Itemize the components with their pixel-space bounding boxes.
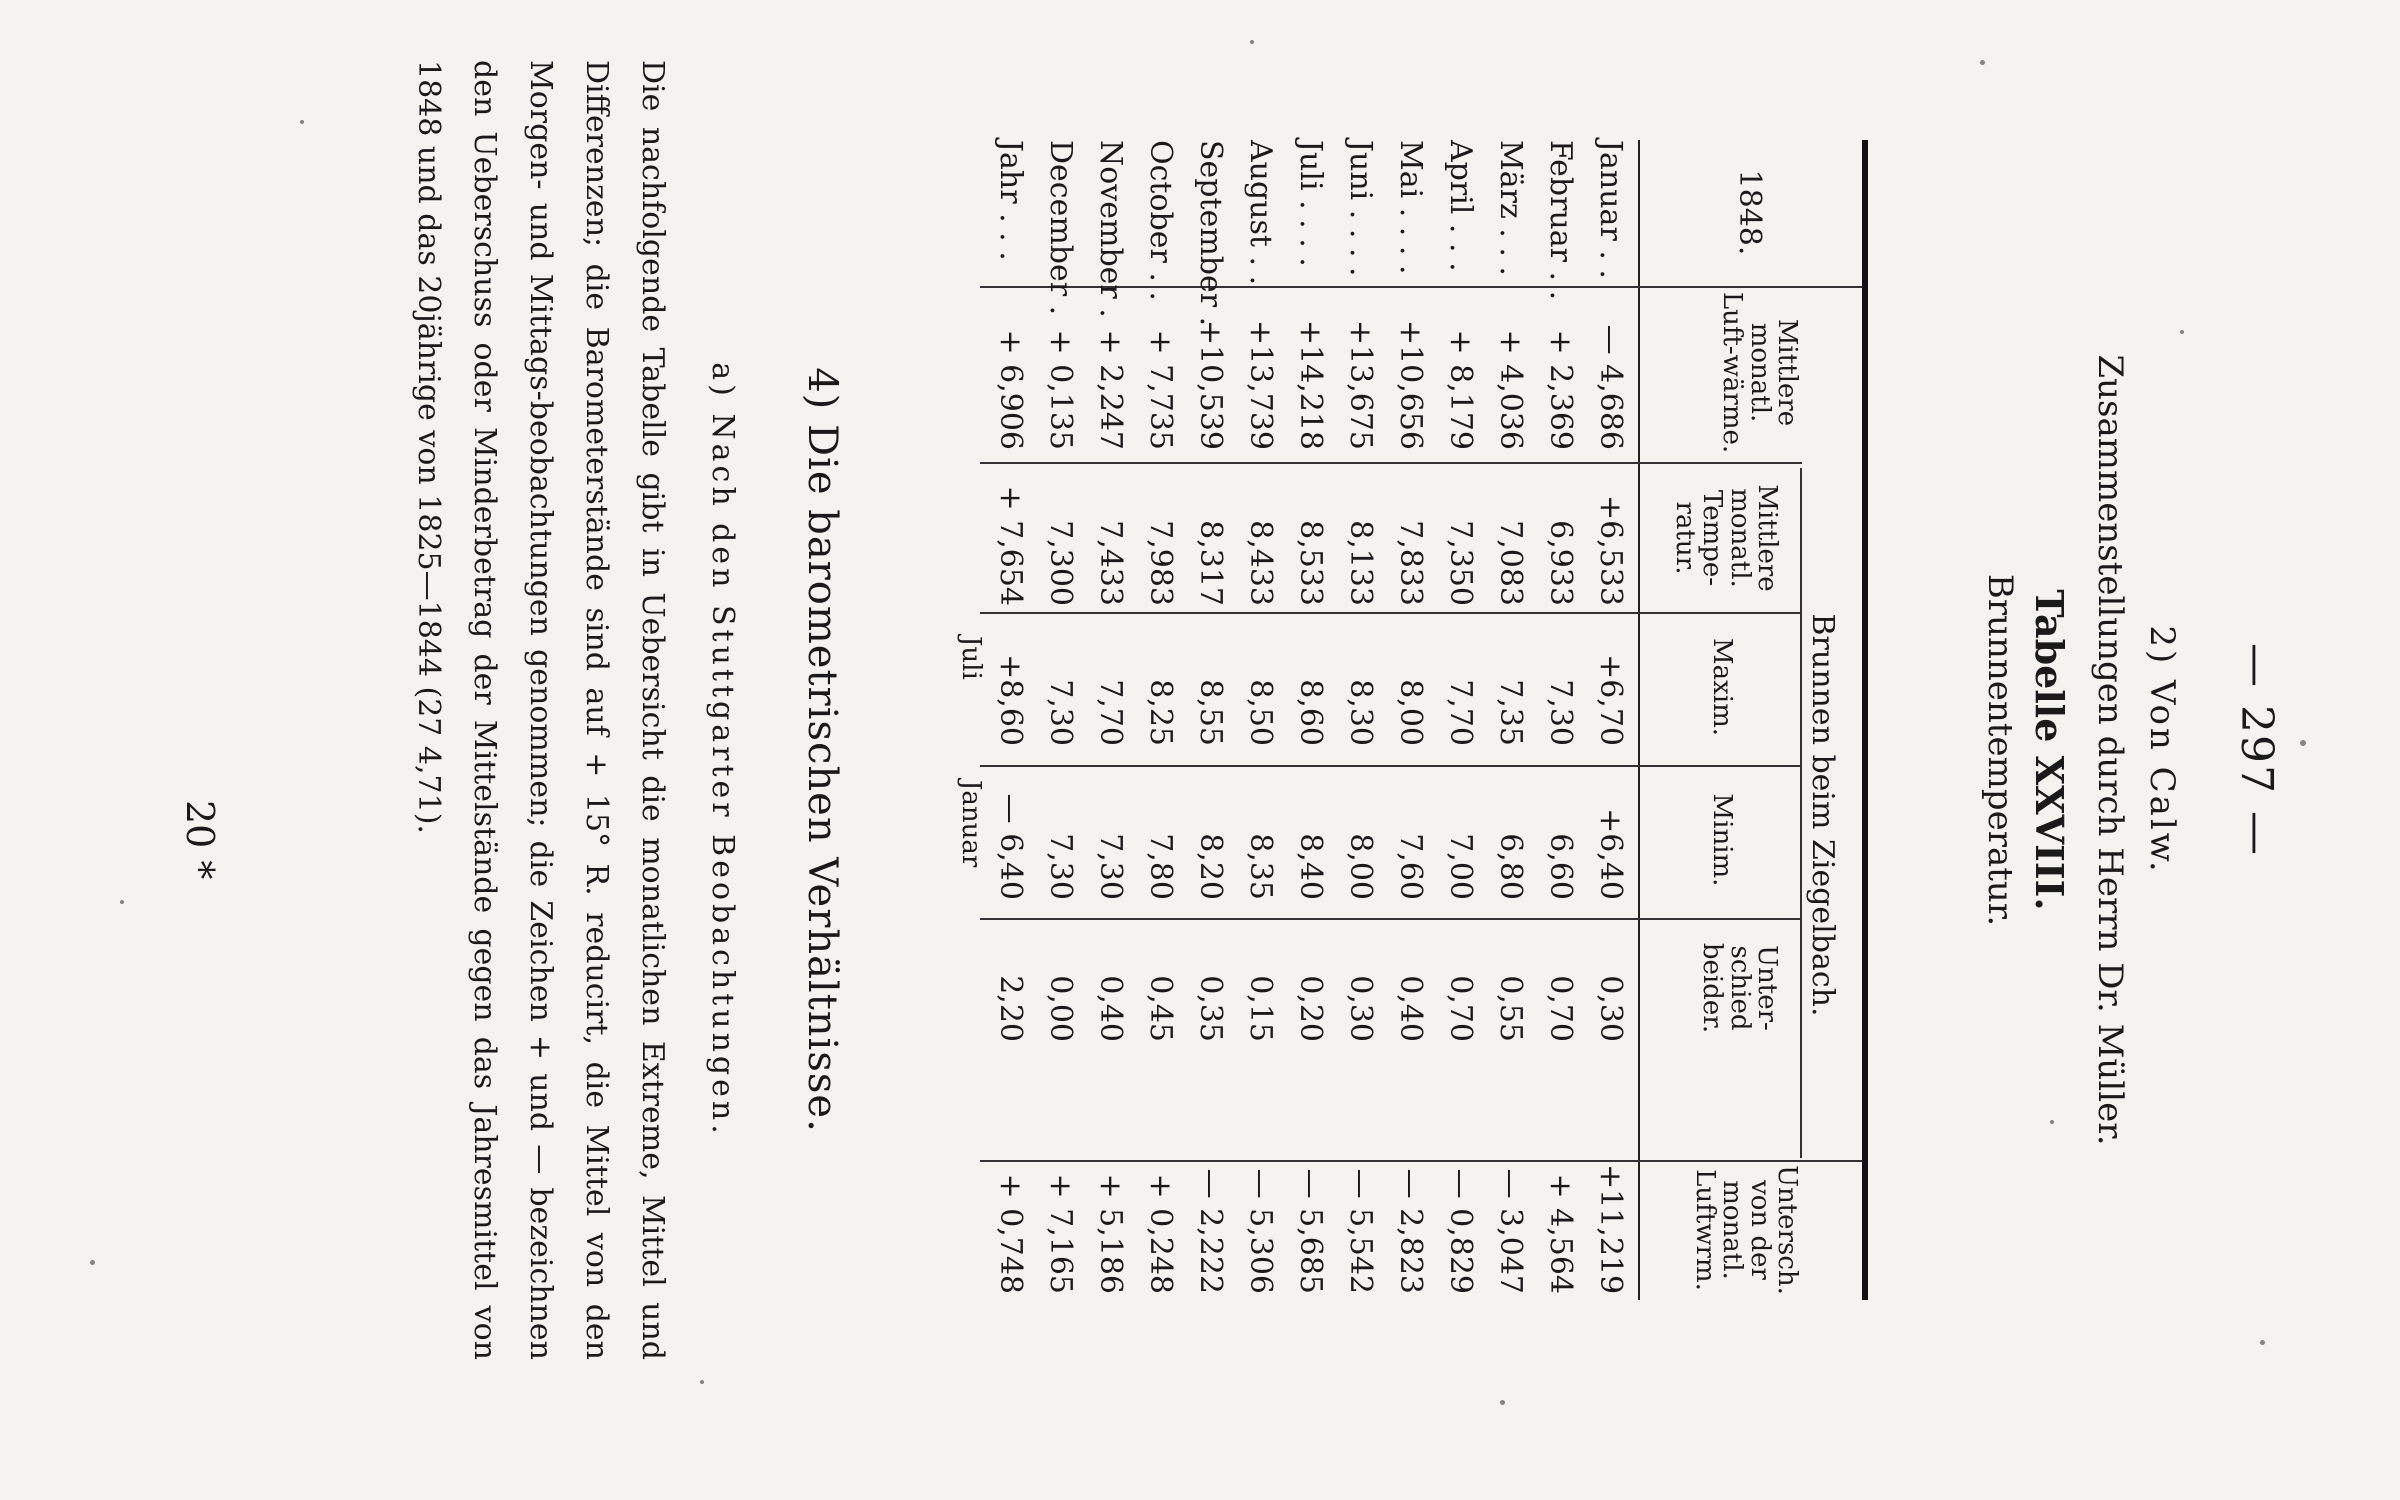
cell-min: 7,30 bbox=[1093, 833, 1128, 900]
cell-min: 8,35 bbox=[1243, 833, 1278, 900]
header-diff: Unter-schied beider. bbox=[1697, 942, 1782, 1034]
cell-dev: + 7,165 bbox=[1043, 1173, 1078, 1294]
cell-max: 7,70 bbox=[1443, 679, 1478, 746]
cell-min: 7,60 bbox=[1393, 833, 1428, 900]
cell-month: December . bbox=[1043, 140, 1078, 316]
cell-dev: — 5,542 bbox=[1343, 1168, 1378, 1294]
cell-month: November . bbox=[1093, 140, 1128, 318]
cell-max: 8,00 bbox=[1393, 679, 1428, 746]
cell-min: +6,40 bbox=[1593, 808, 1628, 900]
cell-diff: 0,35 bbox=[1193, 975, 1228, 1042]
cell-air: +13,739 bbox=[1243, 319, 1278, 450]
cell-min: 6,60 bbox=[1543, 833, 1578, 900]
cell-air: +13,675 bbox=[1343, 319, 1378, 450]
cell-dev: + 4,564 bbox=[1543, 1173, 1578, 1294]
header-rule bbox=[1638, 140, 1640, 1300]
cell-air: +14,218 bbox=[1293, 319, 1328, 450]
cell-temp: +6,533 bbox=[1593, 494, 1628, 606]
cell-max: 8,60 bbox=[1293, 679, 1328, 746]
group-header-rule bbox=[1800, 468, 1802, 1158]
table-row bbox=[1278, 140, 1328, 1300]
cell-air: + 7,735 bbox=[1143, 329, 1178, 450]
table-row bbox=[1128, 140, 1178, 1300]
cell-month: September . bbox=[1193, 140, 1228, 327]
table-row bbox=[1478, 140, 1528, 1300]
header-min: Minim. bbox=[1707, 793, 1737, 887]
cell-min: 7,80 bbox=[1143, 833, 1178, 900]
cell-temp: 7,300 bbox=[1043, 520, 1078, 606]
cell-temp: 8,533 bbox=[1293, 520, 1328, 606]
cell-month: Mai . . . . bbox=[1393, 140, 1428, 275]
header-deviation: Untersch. von der monatl. Luftwrm. bbox=[1690, 1165, 1802, 1295]
cell-temp: 8,133 bbox=[1343, 520, 1378, 606]
cell-diff: 0,55 bbox=[1493, 975, 1528, 1042]
section-title: 4) Die barometrischen Verhältnisse. bbox=[799, 367, 845, 1133]
table-caption: Brunnentemperatur. bbox=[1980, 573, 2020, 927]
header-air-temp: Mittlere monatl. Luft-wärme. bbox=[1717, 291, 1802, 454]
cell-min: 8,00 bbox=[1343, 833, 1378, 900]
cell-air: + 2,369 bbox=[1543, 329, 1578, 450]
cell-month: Juni . . . . bbox=[1343, 140, 1378, 277]
table-row bbox=[1078, 140, 1128, 1300]
cell-temp: + 7,654 bbox=[993, 485, 1028, 606]
cell-air: + 2,247 bbox=[1093, 329, 1128, 450]
section-subtitle: a) Nach den Stuttgarter Beobachtungen. bbox=[705, 362, 740, 1138]
cell-min: 7,30 bbox=[1043, 833, 1078, 900]
table-row bbox=[1028, 140, 1078, 1300]
cell-month: October . . bbox=[1143, 140, 1178, 301]
table-top-rule bbox=[1862, 140, 1868, 1300]
cell-min: 8,40 bbox=[1293, 833, 1328, 900]
cell-temp: 7,350 bbox=[1443, 520, 1478, 606]
cell-temp: 7,833 bbox=[1393, 520, 1428, 606]
table-row bbox=[1428, 140, 1478, 1300]
section-heading: 2) Von Calw. bbox=[2142, 625, 2182, 875]
cell-dev: — 0,829 bbox=[1443, 1168, 1478, 1294]
year-header bbox=[1640, 140, 1862, 285]
cell-diff: 0,30 bbox=[1593, 975, 1628, 1042]
table-row bbox=[1578, 140, 1628, 1300]
cell-month: Jahr . . . bbox=[993, 140, 1028, 261]
cell-dev: — 3,047 bbox=[1493, 1168, 1528, 1294]
cell-max: 8,50 bbox=[1243, 679, 1278, 746]
table-row bbox=[1228, 140, 1278, 1300]
cell-max: 7,70 bbox=[1093, 679, 1128, 746]
cell-month: April . . . bbox=[1443, 140, 1478, 272]
cell-diff: 0,20 bbox=[1293, 975, 1328, 1042]
cell-month: Juli . . . . bbox=[1293, 140, 1328, 267]
year-label: 1848. bbox=[1732, 169, 1767, 256]
cell-temp: 8,317 bbox=[1193, 520, 1228, 606]
cell-temp: 7,983 bbox=[1143, 520, 1178, 606]
cell-diff: 0,40 bbox=[1093, 975, 1128, 1042]
cell-air: + 4,036 bbox=[1493, 329, 1528, 450]
cell-air: — 4,686 bbox=[1593, 324, 1628, 450]
cell-air: + 8,179 bbox=[1443, 329, 1478, 450]
cell-diff: 0,00 bbox=[1043, 975, 1078, 1042]
cell-max: 7,35 bbox=[1493, 679, 1528, 746]
cell-dev: + 0,248 bbox=[1143, 1173, 1178, 1294]
cell-dev: + 5,186 bbox=[1093, 1173, 1128, 1294]
note-min: Januar bbox=[956, 780, 986, 868]
cell-temp: 7,083 bbox=[1493, 520, 1528, 606]
group-header: Brunnen beim Ziegelbach. bbox=[1805, 613, 1840, 1017]
cell-diff: 0,70 bbox=[1543, 975, 1578, 1042]
header-water-temp: Mittlere monatl. Tempe-ratur. bbox=[1670, 484, 1782, 592]
cell-diff: 0,45 bbox=[1143, 975, 1178, 1042]
cell-max: +8,60 bbox=[993, 654, 1028, 746]
cell-month: Januar . . bbox=[1593, 140, 1628, 279]
cell-air: +10,656 bbox=[1393, 319, 1428, 450]
table-row bbox=[1178, 140, 1228, 1300]
cell-max: +6,70 bbox=[1593, 654, 1628, 746]
cell-dev: + 0,748 bbox=[993, 1173, 1028, 1294]
cell-diff: 0,40 bbox=[1393, 975, 1428, 1042]
page-subtitle: Zusammenstellungen durch Herrn Dr. Müller. bbox=[2090, 354, 2130, 1146]
cell-max: 8,55 bbox=[1193, 679, 1228, 746]
cell-max: 7,30 bbox=[1043, 679, 1078, 746]
cell-dev: — 2,823 bbox=[1393, 1168, 1428, 1294]
cell-air: +10,539 bbox=[1193, 319, 1228, 450]
cell-min: 6,80 bbox=[1493, 833, 1528, 900]
page-number: — 297 — bbox=[2231, 643, 2282, 857]
extreme-notes-row bbox=[936, 140, 986, 1300]
cell-max: 8,25 bbox=[1143, 679, 1178, 746]
cell-dev: — 5,306 bbox=[1243, 1168, 1278, 1294]
cell-month: August . . bbox=[1243, 140, 1278, 286]
cell-temp: 6,933 bbox=[1543, 520, 1578, 606]
cell-diff: 2,20 bbox=[993, 975, 1028, 1042]
cell-max: 8,30 bbox=[1343, 679, 1378, 746]
cell-month: März . . . bbox=[1493, 140, 1528, 276]
header-max: Maxim. bbox=[1707, 637, 1737, 737]
table-row bbox=[1528, 140, 1578, 1300]
cell-air: + 6,906 bbox=[993, 329, 1028, 450]
table-title: Tabelle XXVIII. bbox=[2027, 589, 2072, 911]
table-row bbox=[1328, 140, 1378, 1300]
cell-diff: 0,70 bbox=[1443, 975, 1478, 1042]
signature-mark: 20 * bbox=[178, 800, 222, 880]
cell-temp: 7,433 bbox=[1093, 520, 1128, 606]
cell-diff: 0,15 bbox=[1243, 975, 1278, 1042]
note-max: Juli bbox=[956, 636, 986, 680]
cell-min: — 6,40 bbox=[993, 793, 1028, 900]
cell-air: + 0,135 bbox=[1043, 329, 1078, 450]
cell-min: 8,20 bbox=[1193, 833, 1228, 900]
cell-dev: +11,219 bbox=[1593, 1164, 1628, 1295]
cell-min: 7,00 bbox=[1443, 833, 1478, 900]
body-paragraph: Die nachfolgende Tabelle gibt in Uebersicht die monatlichen Extreme, Mittel und Differenzen; die Barometerstände sind auf + 15° R. reducirt, die Mittel von den Morgen- und Mittags-beobachtungen genommen; die Zeichen + und — bezeichnen den Ueberschuss oder Minderbetrag der Mittelstände gegen das Jahresmittel von 1848 und das 20jährige von 1825—1844 (27 4,71). bbox=[411, 60, 670, 1360]
cell-diff: 0,30 bbox=[1343, 975, 1378, 1042]
cell-max: 7,30 bbox=[1543, 679, 1578, 746]
cell-temp: 8,433 bbox=[1243, 520, 1278, 606]
cell-dev: — 2,222 bbox=[1193, 1168, 1228, 1294]
cell-month: Februar . . bbox=[1543, 140, 1578, 301]
cell-dev: — 5,685 bbox=[1293, 1168, 1328, 1294]
table-row bbox=[1378, 140, 1428, 1300]
